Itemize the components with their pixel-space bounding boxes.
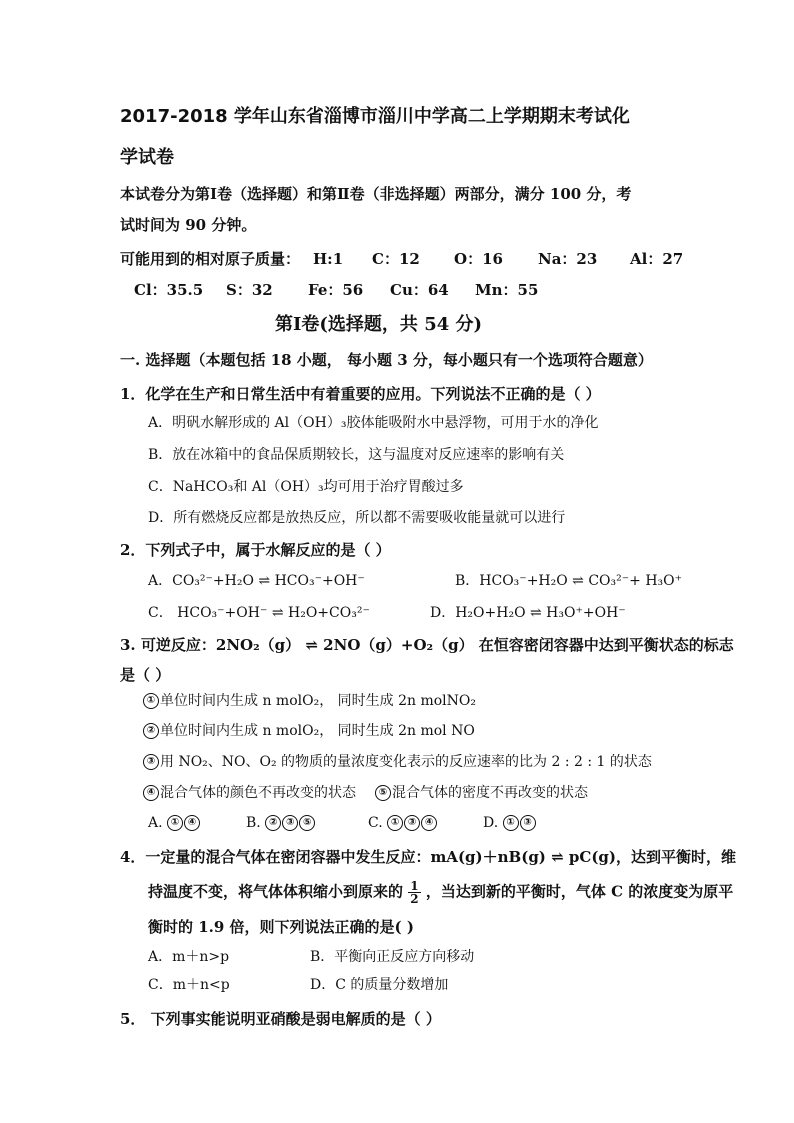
atomic-masses-row2: [134, 281, 564, 301]
mass-fe: Fe：56: [308, 281, 364, 299]
q4-stem-line3: 衡时的 1.9 倍，则下列说法正确的是( ): [148, 918, 414, 936]
mass-mn: Mn：55: [475, 281, 539, 299]
mass-s: S：32: [226, 281, 273, 299]
q3-item-4: ④ 混合气体的颜色不再改变的状态: [143, 785, 356, 802]
q3-option-c: C. ① ③ ④: [368, 815, 438, 832]
q1-stem: 1．化学在生产和日常生活中有着重要的应用。下列说法不正确的是（ ）: [120, 385, 601, 403]
q1-option-b: B．放在冰箱中的食品保质期较长，这与温度对反应速率的影响有关: [148, 447, 565, 463]
atomic-masses-row1: [120, 250, 684, 268]
q2-option-d: D．H₂O+H₂O ⇌ H₃O⁺+OH⁻: [430, 605, 626, 621]
mass-o: O：16: [454, 250, 503, 268]
q3-item-5: ⑤ 混合气体的密度不再改变的状态: [375, 785, 588, 802]
q2-option-a: A．CO₃²⁻+H₂O ⇌ HCO₃⁻+OH⁻: [148, 573, 365, 589]
q4-option-d: D．C 的质量分数增加: [310, 977, 449, 993]
mass-c: C：12: [372, 250, 420, 268]
mass-na: Na：23: [538, 250, 598, 268]
q4-option-c: C．m＋n<p: [148, 977, 230, 993]
q3-stem-line2: 是（ ）: [120, 666, 171, 684]
q4-stem-line1: 4．一定量的混合气体在密闭容器中发生反应：mA(g)＋nB(g) ⇌ pC(g)，达到平衡时，维: [120, 848, 737, 866]
item-mark-4: ④: [143, 785, 159, 801]
q4-option-a: A．m＋n>p: [148, 949, 230, 965]
q3-item-1: ① 单位时间内生成 n molO₂， 同时生成 2n molNO₂: [143, 693, 476, 710]
q3-item-2: ② 单位时间内生成 n molO₂， 同时生成 2n mol NO: [143, 723, 475, 740]
q3-item-3: ③ 用 NO₂、NO、O₂ 的物质的量浓度变化表示的反应速率的比为 2 : 2 : 1 的状态: [143, 754, 652, 771]
item-mark-2: ②: [143, 723, 159, 739]
q5-stem: 5． 下列事实能说明亚硝酸是弱电解质的是（ ）: [120, 1010, 441, 1028]
q1-option-c: C．NaHCO₃和 Al（OH）₃均可用于治疗胃酸过多: [148, 479, 464, 495]
fraction-one-half: $\frac{1}{2}$: [410, 879, 419, 906]
item-mark-5: ⑤: [375, 785, 391, 801]
mass-al: Al：27: [630, 250, 684, 268]
q4-option-b: B．平衡向正反应方向移动: [310, 949, 475, 965]
q4-stem-line2: 持温度不变，将气体体积缩小到原来的 $\frac{1}{2}$ ，当达到新的平衡时，气体 C 的浓度变为原平: [148, 879, 734, 906]
q2-stem: 2．下列式子中，属于水解反应的是（ ）: [120, 541, 391, 559]
q2-option-b: B．HCO₃⁻+H₂O ⇌ CO₃²⁻+ H₃O⁺: [455, 573, 683, 589]
part-header: 一. 选择题（本题包括 18 小题， 每小题 3 分，每小题只有一个选项符合题意）: [120, 351, 653, 369]
exam-title-line2: 学试卷: [120, 147, 174, 168]
q3-option-a: A. ① ④: [148, 815, 201, 832]
mass-h: H:1: [313, 250, 344, 268]
intro-line1: 本试卷分为第Ⅰ卷（选择题）和第Ⅱ卷（非选择题）两部分，满分 100 分，考: [120, 185, 632, 203]
q1-option-a: A．明矾水解形成的 Al（OH）₃胶体能吸附水中悬浮物，可用于水的净化: [148, 415, 599, 431]
q1-option-d: D．所有燃烧反应都是放热反应，所以都不需要吸收能量就可以进行: [148, 510, 566, 526]
item-mark-1: ①: [143, 693, 159, 709]
q3-stem-line1: 3. 可逆反应：2NO₂（g） ⇌ 2NO（g）+O₂（g） 在恒容密闭容器中达到平衡状态的标志: [120, 636, 734, 654]
mass-cl: Cl：35.5: [134, 281, 204, 299]
exam-title-line1: 2017-2018 学年山东省淄博市淄川中学高二上学期期末考试化: [120, 106, 630, 127]
q3-option-d: D. ① ③: [483, 815, 537, 832]
q3-option-b: B. ② ③ ⑤: [246, 815, 316, 832]
item-mark-3: ③: [143, 754, 159, 770]
intro-line2: 试时间为 90 分钟。: [120, 216, 257, 234]
q2-option-c: C． HCO₃⁻+OH⁻ ⇌ H₂O+CO₃²⁻: [148, 605, 370, 621]
masses-label: 可能用到的相对原子质量：: [120, 250, 301, 268]
section-title: 第Ⅰ卷(选择题，共 54 分): [275, 314, 483, 335]
mass-cu: Cu：64: [390, 281, 449, 299]
